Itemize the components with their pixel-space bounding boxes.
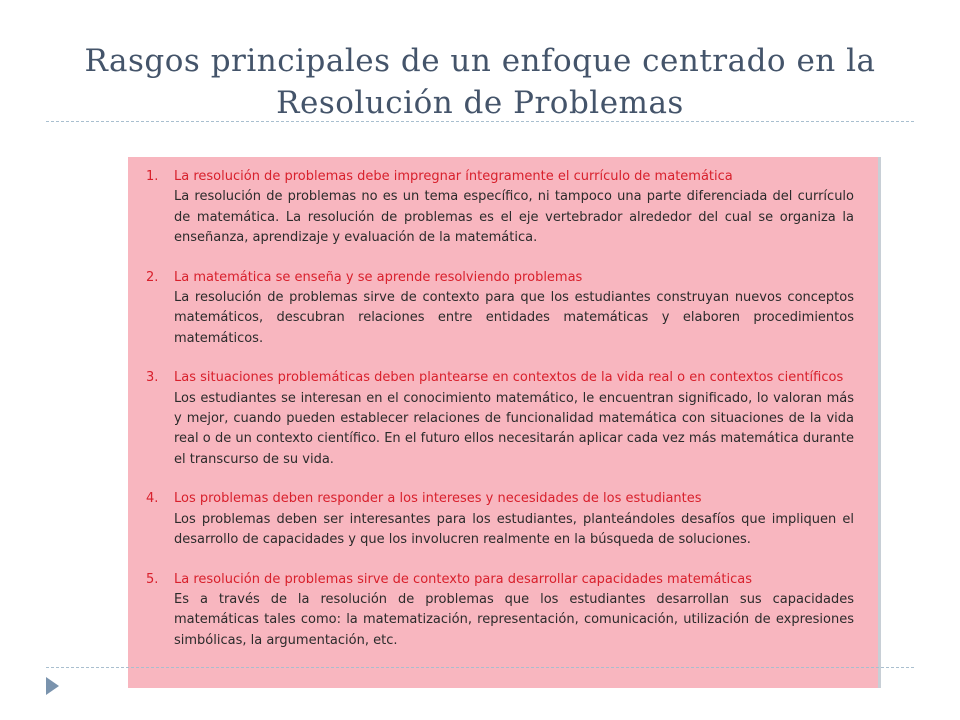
title-divider — [46, 121, 914, 122]
principle-description: La resolución de problemas no es un tema específico, ni tampoco una parte diferenciada del currículo de matemática. La resolución de problemas es el eje vertebrador alrededor del cual se organiza la enseñanza, aprendizaje y evaluación de la matemática. — [174, 189, 854, 246]
principle-description: La resolución de problemas sirve de contexto para que los estudiantes construyan nuevos conceptos matemáticos, descubran relaciones entre entidades matemáticas y elaboren procedimientos matemáticos. — [174, 290, 854, 346]
principle-number: 3. — [146, 370, 159, 386]
principle-heading: Las situaciones problemáticas deben plantearse en contextos de la vida real o en contextos científicos — [174, 370, 844, 386]
principle-heading: La resolución de problemas sirve de contexto para desarrollar capacidades matemáticas — [174, 571, 752, 587]
principle-heading: Los problemas deben responder a los intereses y necesidades de los estudiantes — [174, 491, 702, 507]
principle-number: 4. — [146, 491, 159, 507]
principle-description: Es a través de la resolución de problemas que los estudiantes desarrollan sus capacidades matemáticas tales como: la matematización, representación, comunicación, utilización de expresiones simbólicas, la argumentación, etc. — [174, 591, 854, 648]
principle-heading: La matemática se enseña y se aprende resolviendo problemas — [174, 269, 583, 285]
principle-number: 2. — [146, 269, 159, 285]
footer-divider — [46, 667, 914, 668]
slide-title: Rasgos principales de un enfoque centrado en la Resolución de Problemas — [84, 43, 876, 121]
principle-item — [146, 368, 854, 470]
principle-item — [146, 489, 854, 550]
principle-number: 1. — [146, 169, 159, 184]
principle-description: Los estudiantes se interesan en el conocimiento matemático, le encuentran significado, lo valoran más y mejor, cuando pueden establecer relaciones de funcionalidad matemática con situaciones de la vida real o de un contexto científico. En el futuro ellos necesitarán aplicar cada vez más matemática durante el transcurso de su vida. — [174, 390, 854, 467]
principle-item — [146, 167, 854, 249]
principle-heading: La resolución de problemas debe impregnar íntegramente el currículo de matemática — [174, 169, 733, 184]
principle-number: 5. — [146, 571, 159, 587]
principle-item — [146, 570, 854, 652]
principle-item — [146, 268, 854, 350]
triangle-right-icon — [46, 677, 59, 695]
principle-description: Los problemas deben ser interesantes para los estudiantes, planteándoles desafíos que impliquen el desarrollo de capacidades y que los involucren realmente en la búsqueda de soluciones. — [174, 511, 854, 548]
principles-box — [128, 157, 881, 688]
